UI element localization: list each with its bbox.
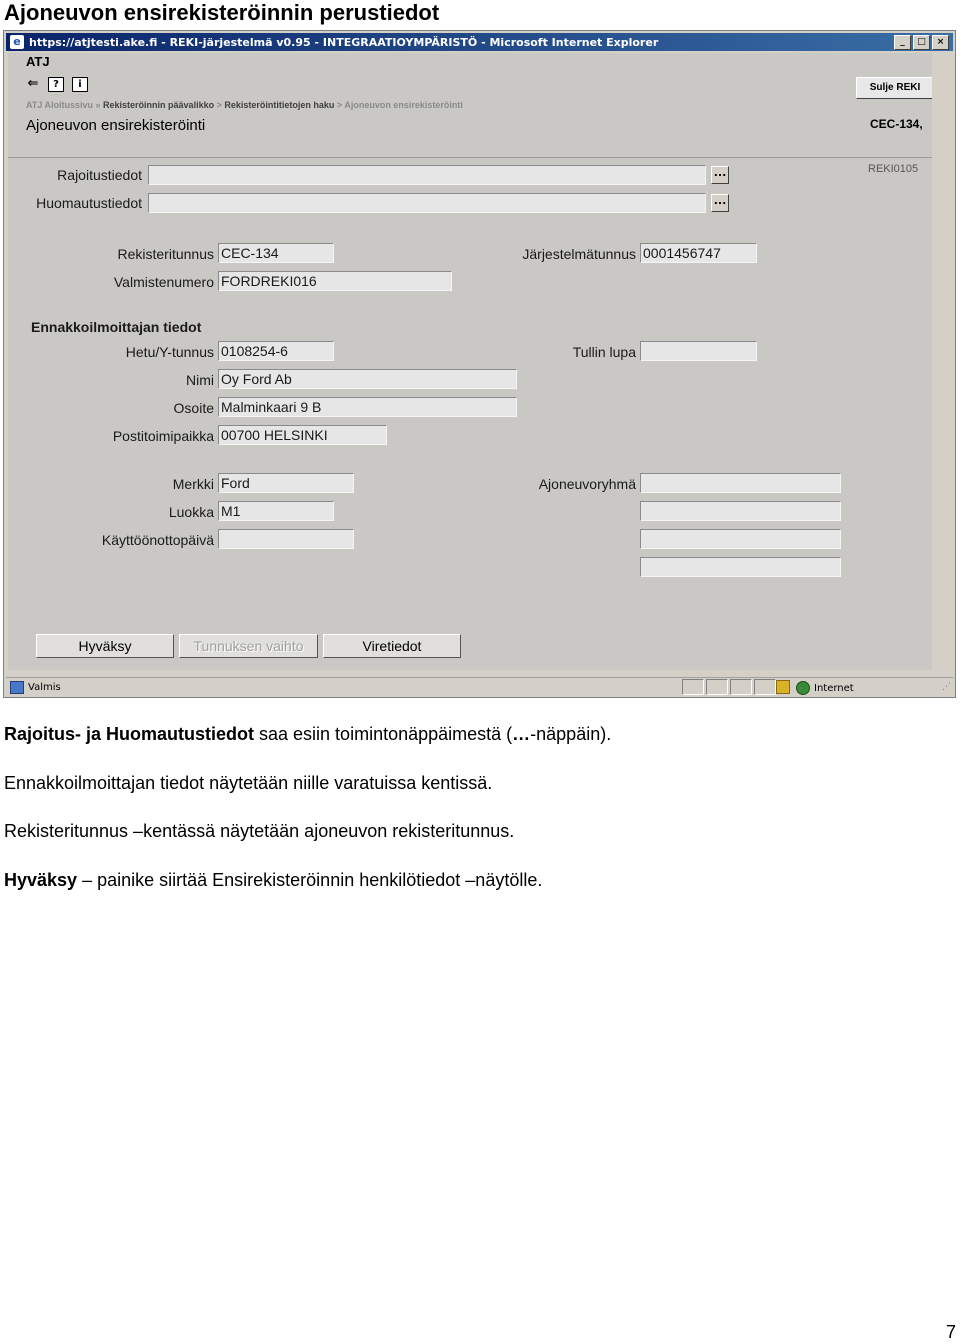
paragraph-2: Ennakkoilmoittajan tiedot näytetään niille varatuissa kentissä.: [4, 773, 493, 793]
hetu-label: Hetu/Y-tunnus: [125, 344, 214, 360]
browser-titlebar: [6, 33, 953, 51]
status-cell: [682, 679, 704, 695]
status-cell: [754, 679, 776, 695]
page-registration-code: CEC-134,: [870, 117, 923, 131]
reki-page: [8, 53, 932, 670]
minimize-button[interactable]: _: [894, 35, 911, 50]
hetu-field[interactable]: 0108254-6: [218, 341, 334, 361]
ennakkoilmoittaja-section-title: Ennakkoilmoittajan tiedot: [31, 319, 202, 335]
ajoneuvoryhma-label: Ajoneuvoryhmä: [538, 476, 636, 492]
postitoimipaikka-label: Postitoimipaikka: [112, 428, 214, 444]
osoite-label: Osoite: [173, 400, 214, 416]
app-toolbar: [26, 77, 88, 92]
page-title: Ajoneuvon ensirekisteröinti: [26, 117, 206, 134]
help-icon[interactable]: ?: [48, 77, 64, 92]
breadcrumb-home[interactable]: ATJ Aloitussivu »: [26, 100, 101, 110]
status-cell: [730, 679, 752, 695]
info-icon[interactable]: i: [72, 77, 88, 92]
osoite-field[interactable]: Malminkaari 9 B: [218, 397, 517, 417]
page-icon: [10, 681, 24, 694]
breadcrumb-separator: >: [216, 100, 222, 110]
browser-statusbar: [6, 677, 953, 696]
breadcrumb: [26, 100, 463, 110]
resize-grip-icon[interactable]: ⋰: [942, 682, 951, 692]
para4-bold: Hyväksy: [4, 870, 78, 890]
huomautustiedot-label: Huomautustiedot: [36, 195, 142, 211]
internet-explorer-icon: e: [10, 35, 24, 49]
viretiedot-button[interactable]: Viretiedot: [323, 634, 461, 658]
paragraph-3: Rekisteritunnus –kentässä näytetään ajoneuvon rekisteritunnus.: [4, 821, 515, 841]
luokka-field[interactable]: M1: [218, 501, 334, 521]
ajoneuvoryhma-field-3[interactable]: [640, 529, 841, 549]
breadcrumb-main-menu[interactable]: Rekisteröinnin päävalikko: [103, 100, 215, 110]
para1-bold: Rajoitus- ja Huomautustiedot: [4, 724, 255, 744]
page-number: 7: [945, 1322, 956, 1342]
document-title: Ajoneuvon ensirekisteröinnin perustiedot: [4, 0, 440, 25]
close-window-button[interactable]: ×: [932, 35, 949, 50]
ajoneuvoryhma-field-1[interactable]: [640, 473, 841, 493]
tullin-lupa-field[interactable]: [640, 341, 757, 361]
form-id: REKI0105: [868, 163, 919, 175]
back-arrow-icon[interactable]: ⇐: [27, 76, 39, 91]
kayttoonottopaiva-label: Käyttöönottopäivä: [101, 532, 214, 548]
rajoitustiedot-field[interactable]: [148, 165, 706, 185]
rekisteritunnus-label: Rekisteritunnus: [117, 246, 214, 262]
window-controls: [894, 35, 949, 50]
security-zone: Internet: [814, 682, 854, 694]
header-divider: [8, 157, 932, 158]
app-name: ATJ: [26, 54, 50, 69]
valmistenumero-label: Valmistenumero: [113, 274, 214, 290]
browser-window: [3, 30, 956, 698]
nimi-field[interactable]: Oy Ford Ab: [218, 369, 517, 389]
valmistenumero-field[interactable]: FORDREKI016: [218, 271, 452, 291]
globe-icon: [796, 681, 810, 695]
status-text: Valmis: [28, 682, 61, 693]
para4-text: – painike siirtää Ensirekisteröinnin henkilötiedot –näytölle.: [77, 870, 543, 890]
huomautustiedot-lookup-button[interactable]: ...: [711, 194, 729, 212]
status-cells: [682, 679, 776, 695]
merkki-field[interactable]: Ford: [218, 473, 354, 493]
postitoimipaikka-field[interactable]: 00700 HELSINKI: [218, 425, 387, 445]
jarjestelmatunnus-label: Järjestelmätunnus: [522, 246, 636, 262]
para1-text: saa esiin toimintonäppäimestä (: [254, 724, 513, 744]
para1-ellipsis: …: [512, 724, 531, 744]
vertical-scrollbar[interactable]: [932, 53, 951, 670]
breadcrumb-search[interactable]: Rekisteröintitietojen haku: [224, 100, 335, 110]
close-reki-button[interactable]: Sulje REKI: [856, 77, 934, 99]
lock-icon: [776, 680, 790, 694]
rajoitustiedot-lookup-button[interactable]: ...: [711, 166, 729, 184]
ajoneuvoryhma-field-4[interactable]: [640, 557, 841, 577]
maximize-button[interactable]: □: [913, 35, 930, 50]
ajoneuvoryhma-field-2[interactable]: [640, 501, 841, 521]
status-cell: [706, 679, 728, 695]
jarjestelmatunnus-field[interactable]: 0001456747: [640, 243, 757, 263]
rekisteritunnus-field[interactable]: CEC-134: [218, 243, 334, 263]
breadcrumb-current: Ajoneuvon ensirekisteröinti: [344, 100, 463, 110]
paragraph-4: [4, 869, 542, 891]
hyvaksy-button[interactable]: Hyväksy: [36, 634, 174, 658]
huomautustiedot-field[interactable]: [148, 193, 706, 213]
paragraph-1: [4, 723, 611, 745]
tullin-lupa-label: Tullin lupa: [572, 344, 636, 360]
para1-text-end: -näppäin).: [530, 724, 612, 744]
kayttoonottopaiva-field[interactable]: [218, 529, 354, 549]
nimi-label: Nimi: [186, 372, 214, 388]
merkki-label: Merkki: [172, 476, 214, 492]
rajoitustiedot-label: Rajoitustiedot: [57, 167, 142, 183]
tunnuksen-vaihto-button[interactable]: Tunnuksen vaihto: [179, 634, 318, 658]
luokka-label: Luokka: [168, 504, 214, 520]
browser-title: https://atjtesti.ake.fi - REKI-järjestelmä v0.95 - INTEGRAATIOYMPÄRISTÖ - Microsoft Internet Explorer: [29, 35, 659, 49]
breadcrumb-separator: >: [336, 100, 343, 110]
